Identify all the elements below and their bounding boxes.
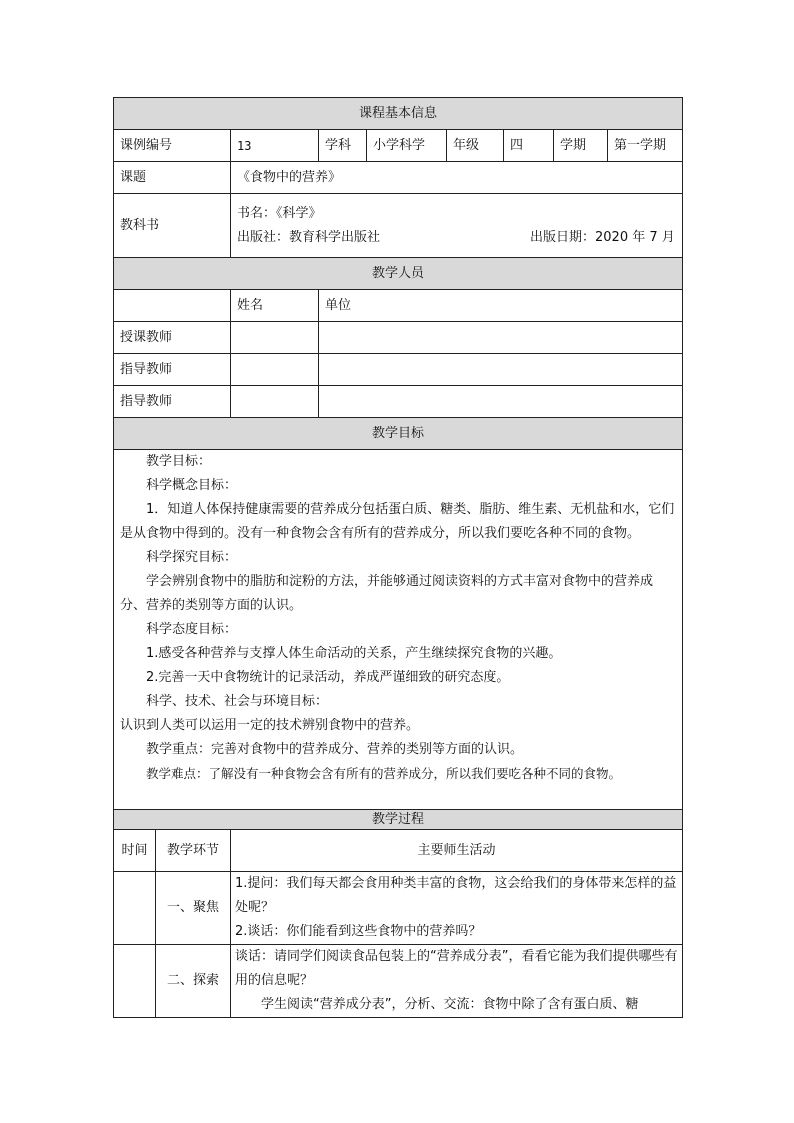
process-header: 教学过程 <box>114 810 683 830</box>
objective-line: 科学态度目标： <box>146 622 238 637</box>
stage-time-cell <box>114 945 156 1018</box>
activity-line: 1.提问：我们每天都会食用种类丰富的食物，这会给我们的身体带来怎样的益处呢？ <box>235 876 677 915</box>
stage-time-cell <box>114 872 156 945</box>
publisher: 出版社：教育科学出版社 <box>237 229 381 245</box>
staff-col-unit: 单位 <box>319 290 683 322</box>
objective-line: 1.感受各种营养与支撑人体生命活动的关系，产生继续探究食物的兴趣。 <box>146 646 562 661</box>
staff-unit-cell <box>319 354 683 386</box>
staff-row-label: 指导教师 <box>114 386 231 418</box>
staff-row-label: 授课教师 <box>114 322 231 354</box>
objective-line: 认识到人类可以运用一定的技术辨别食物中的营养。 <box>120 718 420 733</box>
lesson-plan-sheet <box>113 97 682 1018</box>
basic-info-header: 课程基本信息 <box>114 98 683 130</box>
objective-line: 教学目标： <box>146 454 212 469</box>
staff-header: 教学人员 <box>114 258 683 290</box>
objective-line: 学会辨别食物中的脂肪和淀粉的方法，并能够通过阅读资料的方式丰富对食物中的营养成分、营养的类别等方面的认识。 <box>120 574 654 613</box>
stage-name: 二、探索 <box>156 945 231 1018</box>
objective-line: 科学、技术、社会与环境目标： <box>146 694 329 709</box>
staff-row-label: 指导教师 <box>114 354 231 386</box>
activity-line: 2.谈话：你们能看到这些食物中的营养吗？ <box>235 924 482 939</box>
staff-unit-cell <box>319 386 683 418</box>
objective-line: 教学难点：了解没有一种食物会含有所有的营养成分，所以我们要吃各种不同的食物。 <box>146 766 622 781</box>
process-col-stage: 教学环节 <box>156 830 231 872</box>
activity-line: 学生阅读“营养成分表”，分析、交流：食物中除了含有蛋白质、糖 <box>261 997 639 1012</box>
staff-name-cell <box>231 354 319 386</box>
objective-line: 1．知道人体保持健康需要的营养成分包括蛋白质、糖类、脂肪、维生素、无机盐和水，它们是从食物中得到的。没有一种食物会含有所有的营养成分，所以我们要吃各种不同的食物。 <box>120 502 675 541</box>
term-label: 学期 <box>554 130 608 162</box>
objective-line: 科学探究目标： <box>146 550 238 565</box>
process-col-activity: 主要师生活动 <box>231 830 683 872</box>
term-value: 第一学期 <box>608 130 683 162</box>
stage-activity <box>231 945 683 1018</box>
stage-name: 一、聚焦 <box>156 872 231 945</box>
objective-line: 教学重点：完善对食物中的营养成分、营养的类别等方面的认识。 <box>146 742 524 757</box>
staff-name-cell <box>231 386 319 418</box>
book-name: 书名：《科学》 <box>237 205 322 221</box>
textbook-label: 教科书 <box>114 194 231 258</box>
lesson-plan-table <box>113 97 683 1018</box>
stage-activity <box>231 872 683 945</box>
staff-unit-cell <box>319 322 683 354</box>
subject-value: 小学科学 <box>367 130 447 162</box>
staff-col-name: 姓名 <box>231 290 319 322</box>
staff-name-cell <box>231 322 319 354</box>
objective-line: 科学概念目标： <box>146 478 238 493</box>
staff-corner <box>114 290 231 322</box>
objectives-body <box>114 450 683 810</box>
publish-date: 出版日期：2020 年 7 月 <box>530 229 675 245</box>
case-no-value: 13 <box>231 130 319 162</box>
activity-line: 谈话：请同学们阅读食品包装上的“营养成分表”，看看它能为我们提供哪些有用的信息呢？ <box>235 949 678 988</box>
textbook-info <box>231 194 683 258</box>
objectives-header: 教学目标 <box>114 418 683 450</box>
objective-line: 2.完善一天中食物统计的记录活动，养成严谨细致的研究态度。 <box>146 670 510 685</box>
topic-label: 课题 <box>114 162 231 194</box>
grade-value: 四 <box>504 130 554 162</box>
subject-label: 学科 <box>319 130 367 162</box>
topic-value: 《食物中的营养》 <box>231 162 683 194</box>
process-col-time: 时间 <box>114 830 156 872</box>
case-no-label: 课例编号 <box>114 130 231 162</box>
grade-label: 年级 <box>447 130 504 162</box>
